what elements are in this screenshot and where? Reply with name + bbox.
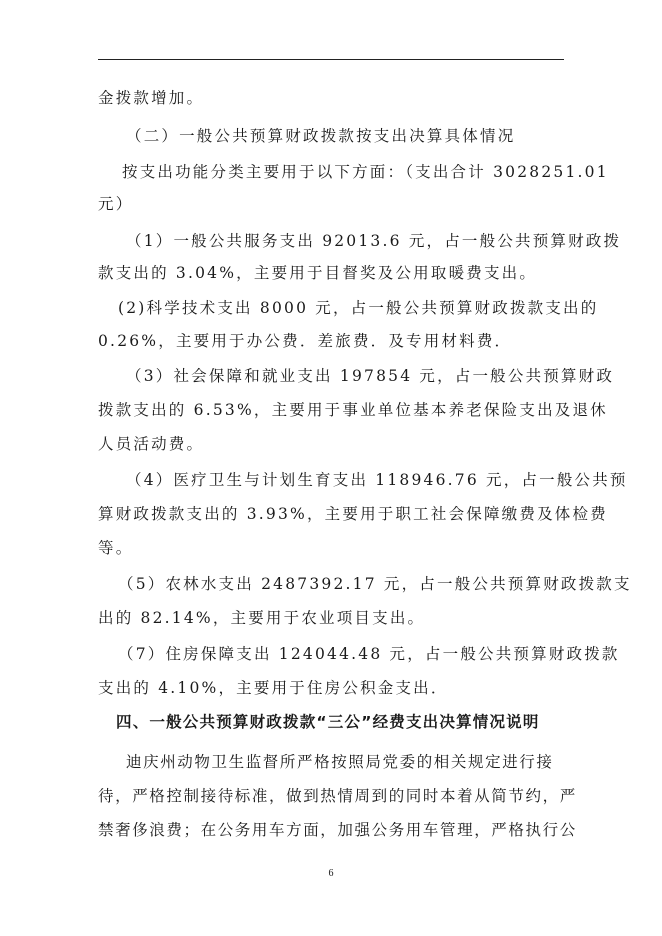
paragraph-line: （3）社会保障和就业支出 197854 元，占一般公共预算财政 (126, 367, 615, 385)
paragraph-line: (2)科学技术支出 8000 元，占一般公共预算财政拨款支出的 (118, 299, 599, 317)
paragraph-line: （5）农林水支出 2487392.17 元，占一般公共预算财政拨款支 (118, 575, 632, 593)
section-heading: 四、一般公共预算财政拨款“三公”经费支出决算情况说明 (116, 713, 540, 731)
page-number: 6 (328, 868, 334, 879)
paragraph-line: 迪庆州动物卫生监督所严格按照局党委的相关规定进行接 (126, 753, 554, 771)
paragraph-line: （二）一般公共预算财政拨款按支出决算具体情况 (126, 127, 516, 145)
paragraph-line: 拨款支出的 6.53%，主要用于事业单位基本养老保险支出及退休 (98, 401, 608, 419)
paragraph-line: 出的 82.14%，主要用于农业项目支出。 (98, 609, 426, 627)
header-rule (98, 59, 564, 60)
paragraph-line: 元） (98, 195, 134, 213)
paragraph-line: 待，严格控制接待标准，做到热情周到的同时本着从简节约，严 (98, 787, 577, 805)
paragraph-line: （7）住房保障支出 124044.48 元，占一般公共预算财政拨款 (118, 645, 620, 663)
paragraph-line: 人员活动费。 (98, 435, 205, 453)
paragraph-line: 0.26%，主要用于办公费．差旅费．及专用材料费． (98, 332, 513, 350)
paragraph-line: 支出的 4.10%，主要用于住房公积金支出． (98, 679, 449, 697)
paragraph-line: 金拨款增加。 (98, 89, 205, 107)
paragraph-line: 款支出的 3.04%，主要用于目督奖及公用取暖费支出。 (98, 264, 538, 282)
paragraph-line: 禁奢侈浪费；在公务用车方面，加强公务用车管理，严格执行公 (98, 821, 577, 839)
paragraph-line: （1）一般公共服务支出 92013.6 元，占一般公共预算财政拨 (126, 232, 622, 250)
paragraph-line: 等。 (98, 539, 134, 557)
paragraph-line: （4）医疗卫生与计划生育支出 118946.76 元，占一般公共预 (126, 471, 628, 489)
paragraph-line: 算财政拨款支出的 3.93%，主要用于职工社会保障缴费及体检费 (98, 505, 608, 523)
paragraph-line: 按支出功能分类主要用于以下方面：（支出合计 3028251.01 (122, 163, 609, 181)
